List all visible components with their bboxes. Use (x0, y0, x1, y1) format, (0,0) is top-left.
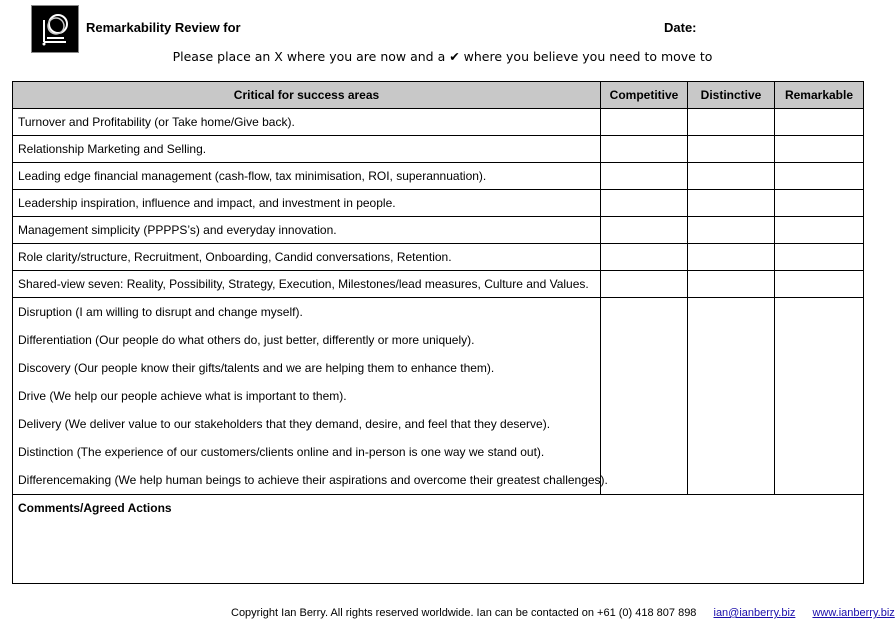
rating-cell[interactable] (775, 244, 864, 271)
area-item: Differencemaking (We help human beings to achieve their aspirations and overcome their greatest challenges). (18, 473, 608, 487)
area-cell: Relationship Marketing and Selling. (13, 136, 601, 163)
area-cell: Turnover and Profitability (or Take home/Give back). (13, 109, 601, 136)
rating-cell[interactable] (601, 244, 688, 271)
area-cell: Leading edge financial management (cash-flow, tax minimisation, ROI, superannuation). (13, 163, 601, 190)
rating-cell[interactable] (775, 298, 864, 495)
page-title: Remarkability Review for (86, 20, 241, 35)
table-row (13, 190, 864, 217)
rating-cell[interactable] (601, 298, 688, 495)
rating-cell[interactable] (601, 271, 688, 298)
rating-cell[interactable] (601, 163, 688, 190)
column-header: Distinctive (688, 82, 775, 109)
rating-cell[interactable] (688, 217, 775, 244)
footer (231, 607, 895, 619)
rating-cell[interactable] (688, 298, 775, 495)
rating-cell[interactable] (601, 109, 688, 136)
table-row (13, 244, 864, 271)
table-row (13, 217, 864, 244)
rating-cell[interactable] (688, 190, 775, 217)
area-cell: Leadership inspiration, influence and impact, and investment in people. (13, 190, 601, 217)
area-cell: Management simplicity (PPPPS’s) and everyday innovation. (13, 217, 601, 244)
date-label: Date: (664, 20, 697, 35)
rating-cell[interactable] (688, 271, 775, 298)
rating-cell[interactable] (775, 136, 864, 163)
comments-cell[interactable] (13, 495, 864, 584)
area-item: Delivery (We deliver value to our stakeholders that they demand, desire, and feel that they deserve). (18, 417, 551, 431)
table-row-group (13, 298, 864, 495)
table-row (13, 271, 864, 298)
email-link[interactable]: ian@ianberry.biz (713, 607, 796, 619)
area-item: Drive (We help our people achieve what is important to them). (18, 389, 347, 403)
logo (31, 5, 79, 53)
rating-cell[interactable] (601, 136, 688, 163)
area-item: Differentiation (Our people do what others do, just better, differently or more uniquely). (18, 333, 475, 347)
rating-cell[interactable] (688, 136, 775, 163)
comments-label: Comments/Agreed Actions (18, 501, 172, 515)
website-link[interactable]: www.ianberry.biz (812, 607, 895, 619)
rating-cell[interactable] (775, 217, 864, 244)
column-header: Competitive (601, 82, 688, 109)
rating-cell[interactable] (688, 109, 775, 136)
area-cell: Role clarity/structure, Recruitment, Onboarding, Candid conversations, Retention. (13, 244, 601, 271)
instruction-text: Please place an X where you are now and a ✔ where you believe you need to move to (172, 49, 713, 64)
rating-cell[interactable] (601, 190, 688, 217)
area-item: Distinction (The experience of our customers/clients online and in-person is one way we stand out). (18, 445, 545, 459)
area-item: Disruption (I am willing to disrupt and change myself). (18, 305, 303, 319)
rating-cell[interactable] (688, 163, 775, 190)
review-table (12, 81, 864, 584)
rating-cell[interactable] (775, 190, 864, 217)
rating-cell[interactable] (775, 109, 864, 136)
rating-cell[interactable] (601, 217, 688, 244)
table-row (13, 109, 864, 136)
rating-cell[interactable] (775, 163, 864, 190)
copyright-text: Copyright Ian Berry. All rights reserved worldwide. Ian can be contacted on +61 (0) 418 807 898 (231, 607, 697, 619)
rating-cell[interactable] (688, 244, 775, 271)
table-row (13, 136, 864, 163)
column-header: Critical for success areas (13, 82, 601, 109)
area-item: Discovery (Our people know their gifts/talents and we are helping them to enhance them). (18, 361, 495, 375)
rating-cell[interactable] (775, 271, 864, 298)
table-row (13, 163, 864, 190)
area-cell: Shared-view seven: Reality, Possibility, Strategy, Execution, Milestones/lead measures, Culture and Values. (13, 271, 601, 298)
area-group-cell (13, 298, 608, 495)
column-header: Remarkable (775, 82, 864, 109)
